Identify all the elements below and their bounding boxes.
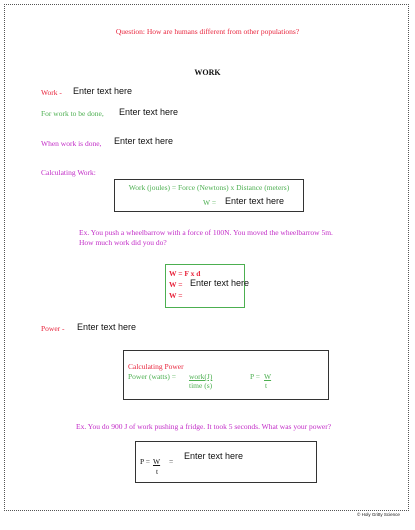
work-answer-field[interactable]: Enter text here (225, 196, 285, 206)
w-equals-label: W = (203, 198, 217, 207)
work-label: Work - (41, 88, 62, 97)
calc-line-1: W = F x d (169, 269, 201, 278)
calc-line-2: W = (169, 280, 183, 289)
example1-calc-box (165, 264, 250, 308)
power-box-denominator: time (s) (189, 381, 213, 390)
worksheet-page (4, 4, 409, 511)
power-definition-field[interactable]: Enter text here (77, 322, 137, 332)
footer-credit: © Holy Gritty Science (357, 512, 400, 517)
power-box-title: Calculating Power (128, 362, 184, 371)
power-box-t: t (265, 381, 268, 390)
work-definition-field[interactable]: Enter text here (73, 86, 133, 96)
answer-equals: = (169, 457, 174, 466)
calc-line-3: W = (169, 291, 183, 300)
example2-text: Ex. You do 900 J of work pushing a fridge. It took 5 seconds. What was your power? (76, 422, 332, 431)
answer-w: W (153, 457, 161, 466)
work-formula: Work (joules) = Force (Newtons) x Distance (meters) (128, 183, 290, 192)
power-box-lhs: Power (watts) = (128, 372, 176, 381)
power-label: Power - (41, 324, 65, 333)
when-work-label: When work is done, (41, 139, 102, 148)
answer-t: t (156, 467, 159, 476)
power-box-w: W (264, 372, 272, 381)
example1-question: How much work did you do? (79, 238, 167, 247)
answer-p: P = (140, 457, 150, 466)
example1-text: Ex. You push a wheelbarrow with a force of 100N. You moved the wheelbarrow 5m. (79, 228, 333, 237)
power-box-numerator: work(J) (189, 372, 213, 381)
work-done-field[interactable]: Enter text here (119, 107, 179, 117)
work-formula-box (114, 179, 304, 212)
when-work-field[interactable]: Enter text here (114, 136, 174, 146)
example2-answer-field[interactable]: Enter text here (184, 451, 244, 461)
power-box-p: P = (250, 372, 260, 381)
example1-answer-field[interactable]: Enter text here (190, 278, 250, 288)
calculating-work-label: Calculating Work: (41, 168, 96, 177)
page-title: WORK (194, 68, 221, 77)
question-text: Question: How are humans different from other populations? (115, 27, 300, 36)
work-done-label: For work to be done, (41, 109, 104, 118)
power-answer-box (135, 441, 317, 483)
power-formula-box (123, 350, 329, 400)
